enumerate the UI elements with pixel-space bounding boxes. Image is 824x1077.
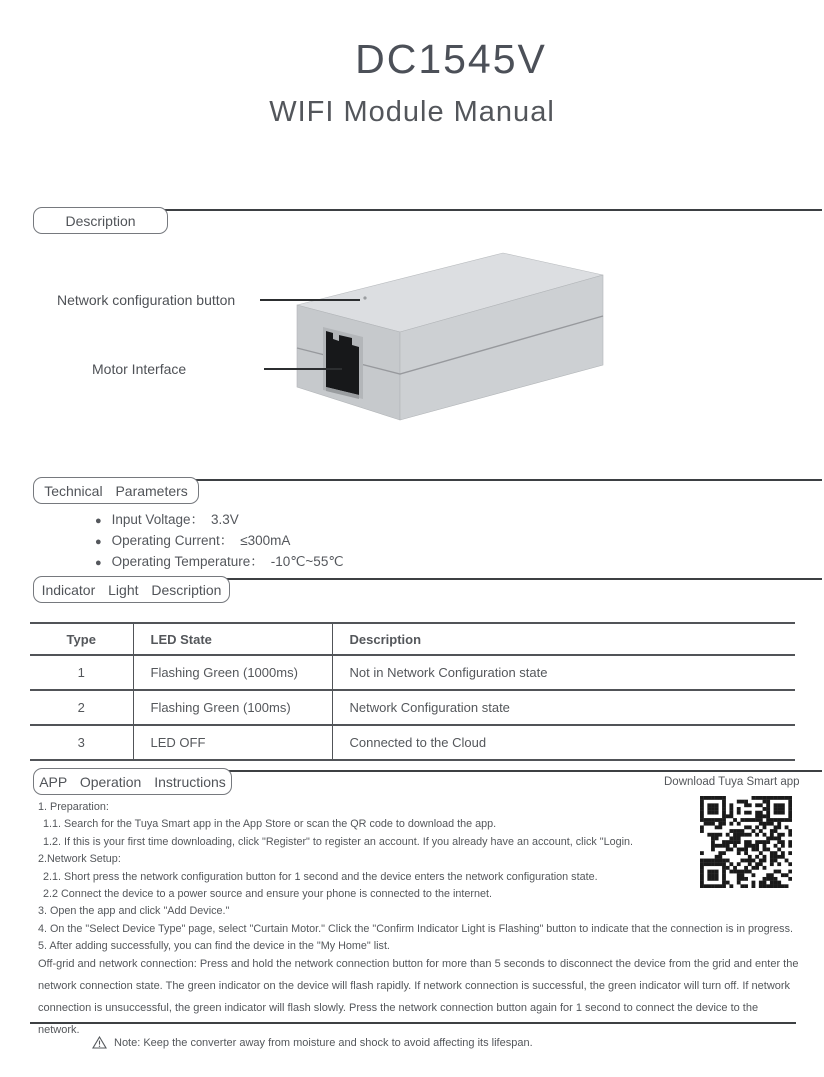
section-divider-line [70, 209, 822, 211]
table-cell: Connected to the Cloud [332, 725, 795, 760]
table-cell: Flashing Green (100ms) [133, 690, 332, 725]
param-value: 3.3V [210, 512, 239, 527]
section-header-technical [33, 477, 199, 504]
table-cell: LED OFF [133, 725, 332, 760]
param-row [95, 531, 343, 552]
section-label: Technical Parameters [44, 482, 188, 499]
section-label: APP Operation Instructions [39, 773, 226, 790]
param-label: Input Voltage： [111, 512, 204, 527]
app-step: 3. Open the app and click "Add Device." [38, 905, 230, 918]
warning-triangle-icon [92, 1036, 107, 1049]
page-title: DC1545V [355, 36, 547, 82]
leader-line-motor-interface [264, 368, 342, 370]
device-label-network-button: Network configuration button [57, 292, 236, 308]
table-cell: 2 [30, 690, 133, 725]
param-value: -10℃~55℃ [270, 554, 344, 569]
indicator-table [30, 622, 795, 761]
app-steps-list [38, 799, 824, 956]
section-header-app [33, 768, 232, 795]
bullet-icon: ● [95, 515, 102, 527]
table-header-row [30, 623, 795, 655]
network-config-button-dot [363, 296, 366, 299]
section-header-description [33, 207, 168, 234]
table-row [30, 655, 795, 690]
technical-params-list [95, 510, 343, 573]
footer-note-text: Note: Keep the converter away from moisture and shock to avoid affecting its lifespan. [114, 1036, 533, 1049]
param-value: ≤300mA [240, 533, 291, 548]
table-header-cell: LED State [133, 623, 332, 655]
param-row [95, 552, 343, 573]
device-illustration [293, 251, 625, 423]
table-cell: Not in Network Configuration state [332, 655, 795, 690]
bullet-icon: ● [95, 536, 102, 548]
app-step: 4. On the "Select Device Type" page, select "Curtain Motor." Click the "Confirm Indicator Light is Flashing" button to indicate that the connection is in progress. [38, 922, 793, 935]
app-step: 5. After adding successfully, you can find the device in the "My Home" list. [38, 940, 390, 953]
param-label: Operating Temperature： [111, 554, 264, 569]
app-step: 1.2. If this is your first time downloading, click "Register" to register an account. If you already have an account, click "Login. [43, 835, 634, 848]
app-step: 1. Preparation: [38, 801, 109, 813]
bullet-icon: ● [95, 557, 102, 569]
indicator-table-wrap [30, 622, 795, 761]
table-header-cell: Description [332, 623, 795, 655]
qr-caption: Download Tuya Smart app [664, 776, 800, 788]
table-cell: Flashing Green (1000ms) [133, 655, 332, 690]
app-step: 2.1. Short press the network configuration button for 1 second and the device enters the network configuration state. [43, 870, 598, 883]
offgrid-paragraph: Off-grid and network connection: Press and hold the network connection button for more than 5 seconds to disconnect the device from the grid and enter the network connection state. The green indicator on the device will flash rapidly. If network connection is successful, the green indicator will turn off. If network connection is unsuccessful, the green indicator will flash slowly. Press the network connection button again for 1 second to connect the device to the network. [38, 958, 799, 1036]
table-row [30, 725, 795, 760]
footer-note [92, 1036, 533, 1049]
table-cell: 1 [30, 655, 133, 690]
table-cell: 3 [30, 725, 133, 760]
param-label: Operating Current： [111, 533, 234, 548]
section-label: Description [65, 212, 136, 229]
leader-line-network-button [260, 299, 360, 301]
param-row [95, 510, 343, 531]
title-block [0, 36, 824, 129]
table-header-cell: Type [30, 623, 133, 655]
table-cell: Network Configuration state [332, 690, 795, 725]
app-step: 1.1. Search for the Tuya Smart app in the App Store or scan the QR code to download the app. [43, 818, 497, 831]
page-subtitle: WIFI Module Manual [269, 96, 555, 128]
app-step: 2.Network Setup: [38, 853, 121, 866]
section-label: Indicator Light Description [41, 581, 222, 598]
device-label-motor-interface: Motor Interface [92, 361, 187, 377]
app-step: 2.2 Connect the device to a power source and ensure your phone is connected to the internet. [43, 888, 492, 901]
section-header-indicator [33, 576, 230, 603]
footer-divider [30, 1022, 796, 1024]
table-row [30, 690, 795, 725]
